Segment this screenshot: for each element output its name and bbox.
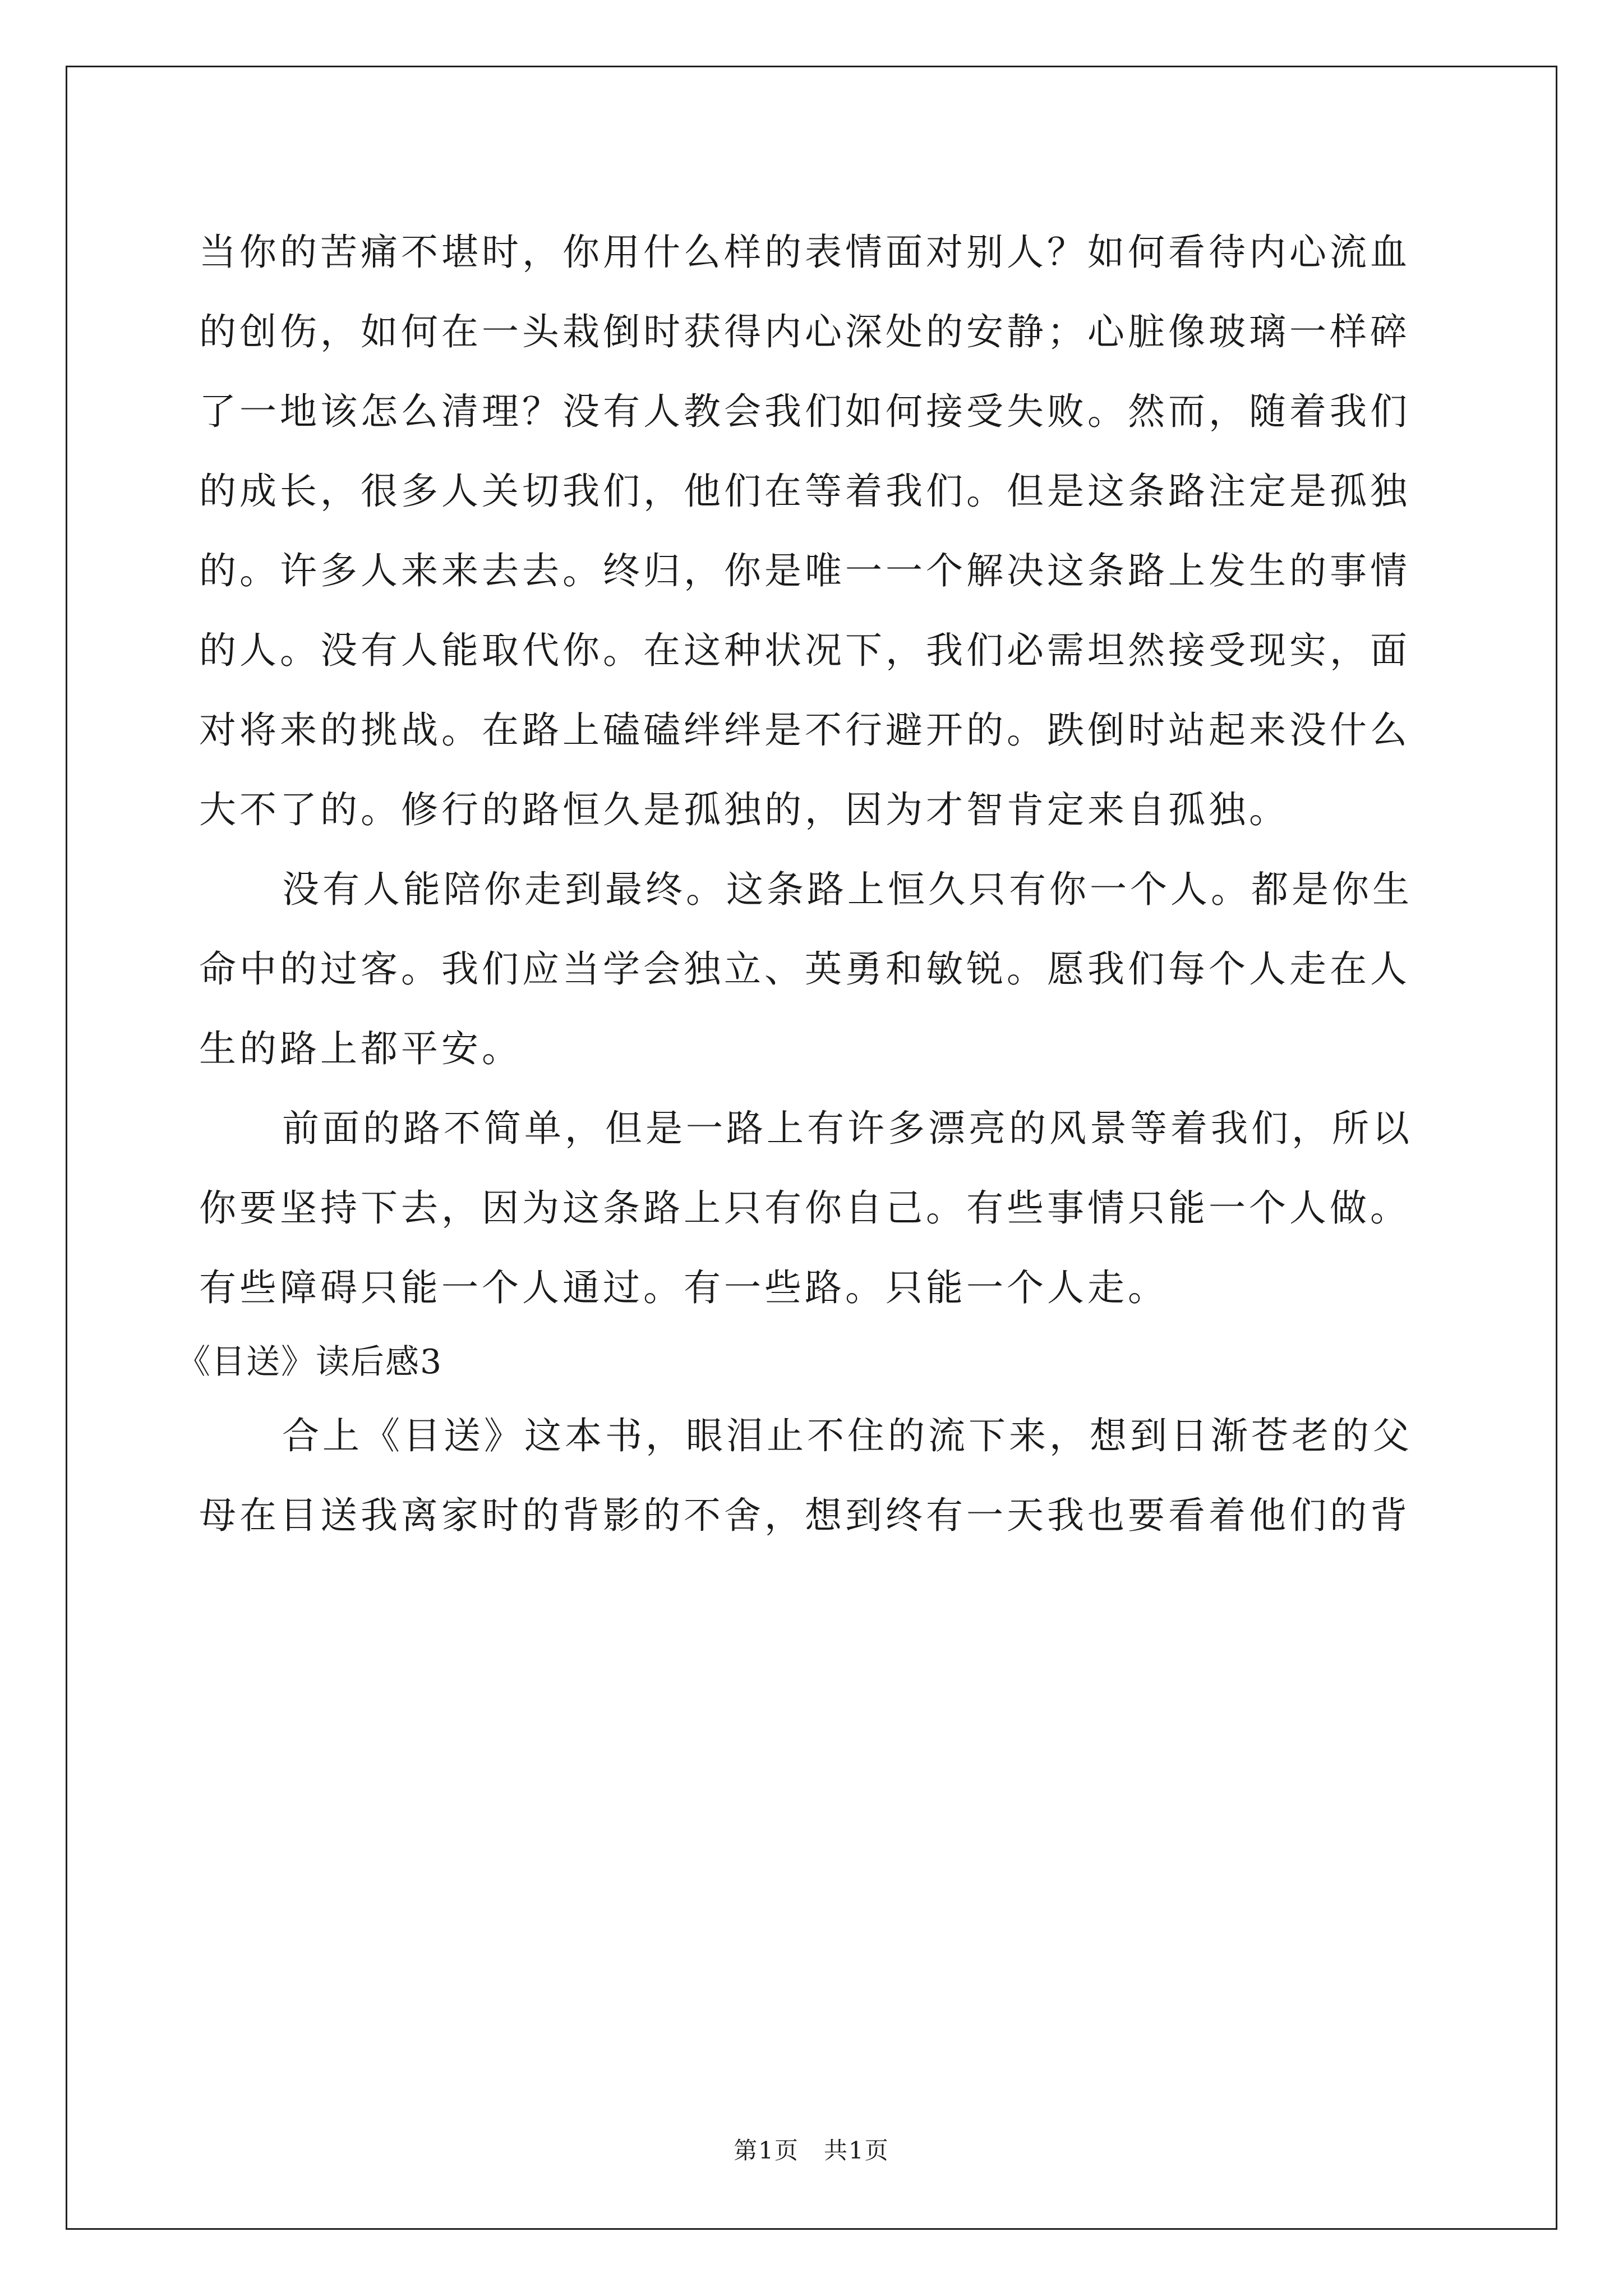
paragraph-3-line-2: 你要坚持下去，因为这条路上只有你自己。有些事情只能一个人做。: [199, 1186, 1410, 1230]
paragraph-4-line-1: 合上《目送》这本书，眼泪止不住的流下来，想到日渐苍老的父: [282, 1414, 1413, 1457]
paragraph-1-line-4: 的成长，很多人关切我们，他们在等着我们。但是这条路注定是孤独: [199, 470, 1410, 513]
paragraph-1-line-1: 当你的苦痛不堪时，你用什么样的表情面对别人？如何看待内心流血: [199, 231, 1410, 274]
paragraph-3-line-3: 有些障碍只能一个人通过。有一些路。只能一个人走。: [199, 1266, 1168, 1309]
section-heading: 《目送》读后感3: [177, 1342, 443, 1382]
page-footer: 第1页 共1页: [734, 2137, 889, 2164]
paragraph-3-line-1: 前面的路不简单，但是一路上有许多漂亮的风景等着我们，所以: [282, 1107, 1413, 1150]
paragraph-1-line-3: 了一地该怎么清理？没有人教会我们如何接受失败。然而，随着我们: [199, 390, 1410, 433]
paragraph-1-line-7: 对将来的挑战。在路上磕磕绊绊是不行避开的。跌倒时站起来没什么: [199, 708, 1410, 752]
paragraph-2-line-3: 生的路上都平安。: [199, 1027, 522, 1070]
paragraph-4-line-2: 母在目送我离家时的背影的不舍，想到终有一天我也要看着他们的背: [199, 1494, 1410, 1537]
paragraph-1-line-5: 的。许多人来来去去。终归，你是唯一一个解决这条路上发生的事情: [199, 549, 1410, 592]
paragraph-1-line-2: 的创伤，如何在一头栽倒时获得内心深处的安静；心脏像玻璃一样碎: [199, 310, 1410, 353]
paragraph-2-line-1: 没有人能陪你走到最终。这条路上恒久只有你一个人。都是你生: [282, 868, 1413, 911]
paragraph-1-line-8: 大不了的。修行的路恒久是孤独的，因为才智肯定来自孤独。: [199, 788, 1289, 831]
paragraph-2-line-2: 命中的过客。我们应当学会独立、英勇和敏锐。愿我们每个人走在人: [199, 947, 1410, 991]
paragraph-1-line-6: 的人。没有人能取代你。在这种状况下，我们必需坦然接受现实，面: [199, 629, 1410, 672]
